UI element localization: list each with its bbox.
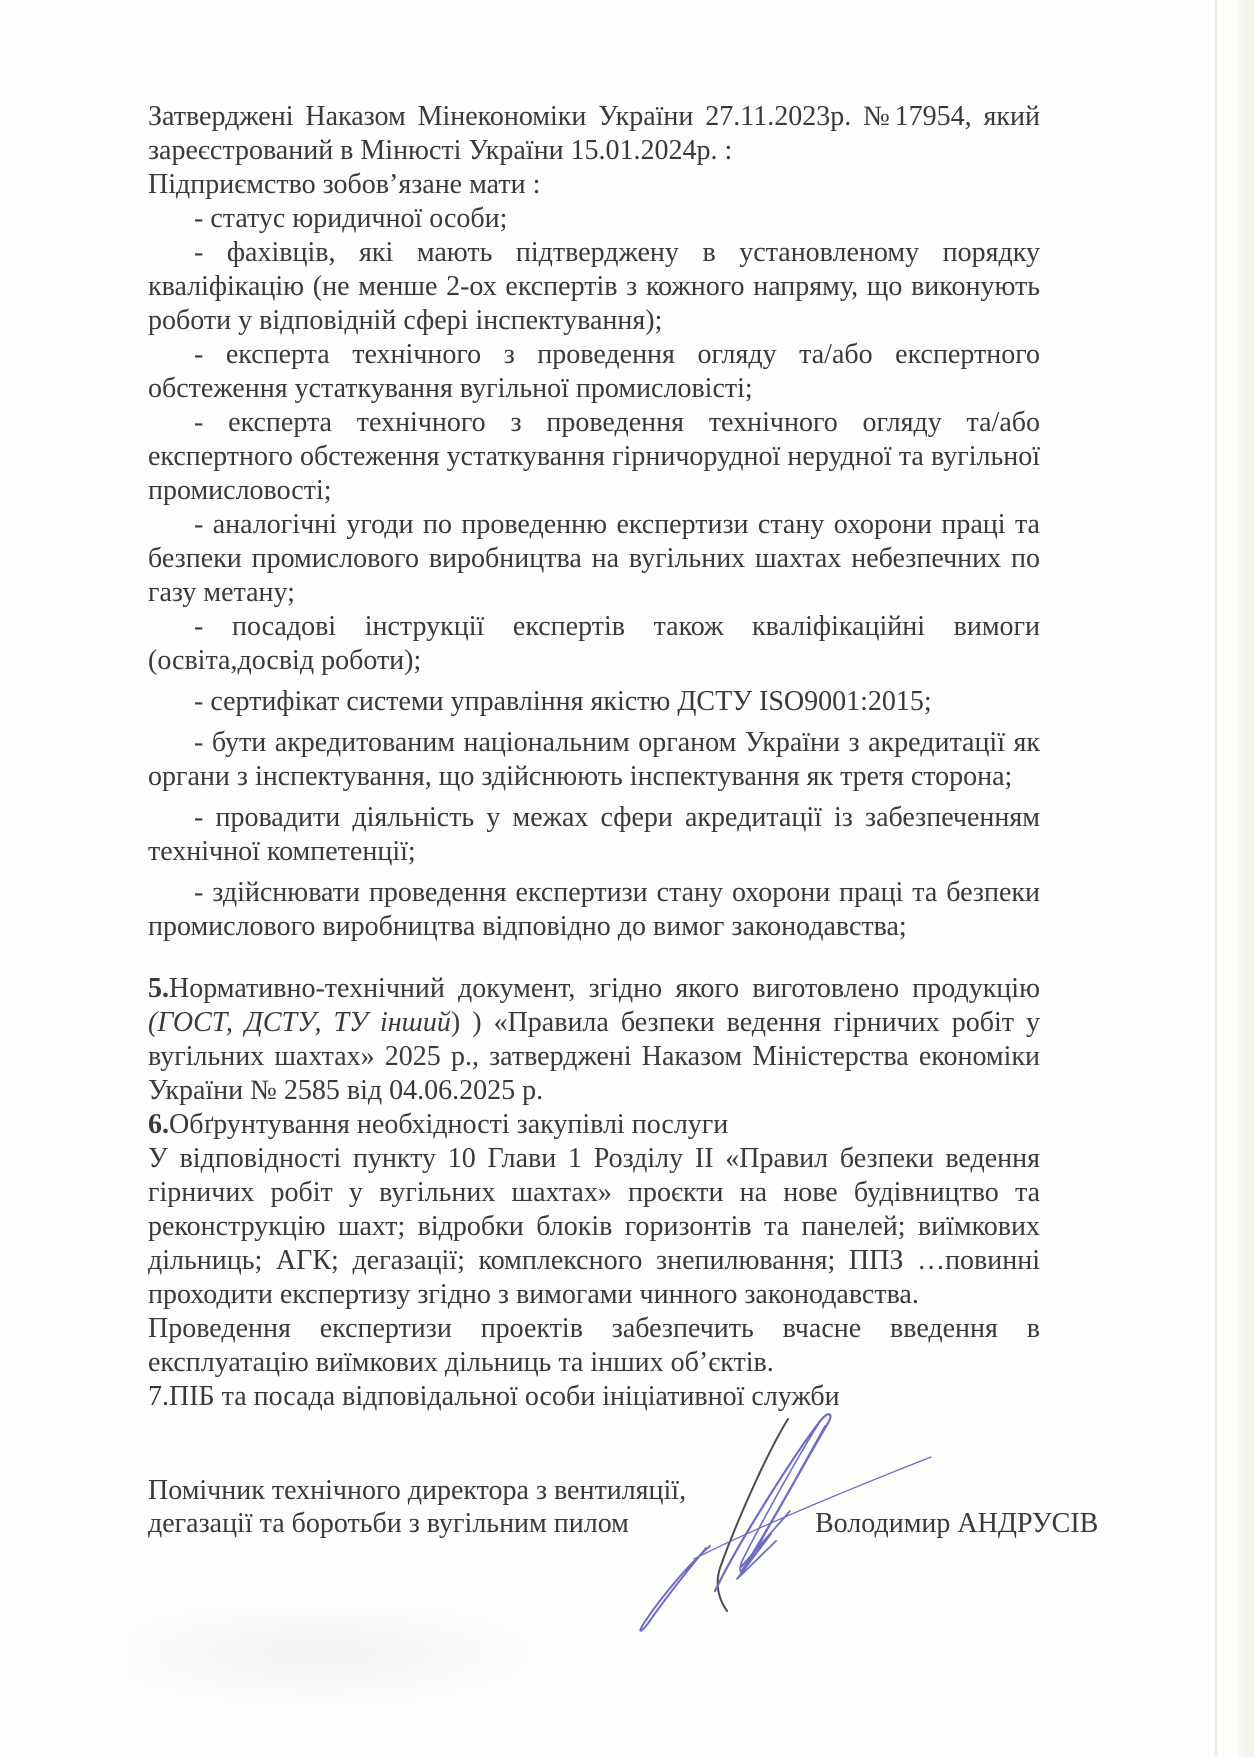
section5-lead: Нормативно-технічний документ, згідно якого виготовлено продукцію [169,973,1040,1004]
handwritten-signature-ink [620,1395,950,1640]
scan-artifact-line [1215,0,1217,1757]
paragraph-section7: 7.ПІБ та посада відповідальної особи ініціативної служби [148,1381,840,1412]
bullet-item: - бути акредитованим національним органом України з акредитації як органи з інспектування, що здійснюють інспектування як третя сторона; [148,727,1040,792]
signatory-name: Володимир АНДРУСІВ [815,1508,1099,1539]
bullet-item: - експерта технічного з проведення огляду та/або експертного обстеження устаткування вугільної промисловісті; [148,339,1040,404]
section6-title: Обґрунтування необхідності закупівлі послуги [169,1109,729,1140]
bullet-item: - фахівців, які мають підтверджену в установленому порядку кваліфікацію (не менше 2-ох експертів з кожного напряму, що виконують роботи у відповідній сфері інспектування); [148,237,1040,336]
bullet-item: - сертифікат системи управління якістю ДСТУ ISO9001:2015; [194,686,932,717]
bullet-item: - аналогічні угоди по проведенню експертизи стану охорони праці та безпеки промислового виробництва на вугільних шахтах небезпечних по газу метану; [148,509,1040,608]
bullet-item: - провадити діяльність у межах сфери акредитації із забезпеченням технічної компетенції; [148,802,1040,867]
bullet-item: - здійснювати проведення експертизи стану охорони праці та безпеки промислового виробництва відповідно до вимог законодавства; [148,877,1040,942]
paragraph-section5 [148,972,1040,1108]
paragraph-obligation: Підприємство зобов’язане мати : [148,169,541,200]
paragraph-section6-title [148,1108,1040,1142]
scan-edge-shadow [1237,0,1254,1757]
scan-smudge [130,1608,550,1708]
paragraph-section6-body2: Проведення експертизи проектів забезпечить вчасне введення в експлуатацію виїмкових дільниць та інших об’єктів. [148,1313,1040,1378]
section5-number: 5. [148,973,169,1004]
signatory-role-line1: Помічник технічного директора з вентиляції, [148,1475,687,1506]
bullet-item: - посадові інструкції експертів також кваліфікаційні вимоги (освіта,досвід роботи); [148,611,1040,676]
paragraph-approval: Затверджені Наказом Мінекономіки України 27.11.2023р. №17954, який зареєстрований в Мінюсті України 15.01.2024р. : [148,101,1040,166]
section6-number: 6. [148,1109,169,1140]
bullet-item: - експерта технічного з проведення технічного огляду та/або експертного обстеження устаткування гірничорудної нерудної та вугільної промисловості; [148,407,1040,506]
section5-standards: (ГОСТ, ДСТУ, ТУ інший [148,1007,451,1038]
paragraph-section6-body: У відповідності пункту 10 Глави 1 Розділу ІІ «Правил безпеки ведення гірничих робіт у вугільних шахтах» проєкти на нове будівництво та реконструкцію шахт; відробки блоків горизонтів та панелей; виїмкових дільниць; АГК; дегазації; комплексного знепилювання; ППЗ …повинні проходити експертизу згідно з вимогами чинного законодавства. [148,1143,1040,1310]
bullet-item: - статус юридичної особи; [194,203,508,234]
document-body [148,100,1040,1414]
signatory-role-line2: дегазації та боротьби з вугільним пилом [148,1508,629,1539]
section5-rest: ) ) «Правила безпеки ведення гірничих робіт у вугільних шахтах» 2025 р., затверджені Наказом Міністерства економіки України № 2585 від 04.06.2025 р. [148,1007,1041,1106]
